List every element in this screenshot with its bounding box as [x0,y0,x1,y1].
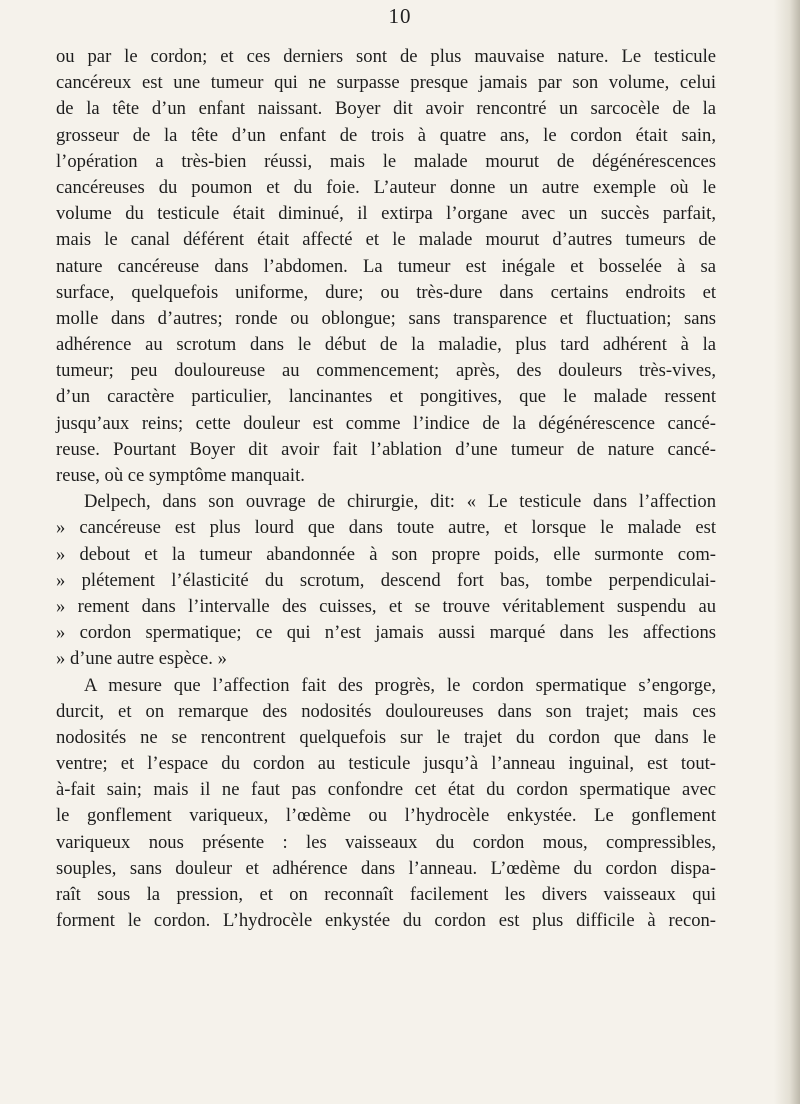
text-line: cancéreuses du poumon et du foie. L’auteur donne un autre exemple où le [56,176,716,198]
text-line: l’opération a très-bien réussi, mais le malade mourut de dégénérescences [56,150,716,172]
text-line: durcit, et on remarque des nodosités douloureuses dans son trajet; mais ces [56,700,716,722]
text-line: surface, quelquefois uniforme, dure; ou très-dure dans certains endroits et [56,281,716,303]
text-line: reuse. Pourtant Boyer dit avoir fait l’ablation d’une tumeur de nature cancé- [56,438,716,460]
text-line: reuse, où ce symptôme manquait. [56,465,305,486]
text-line: nature cancéreuse dans l’abdomen. La tumeur est inégale et bosselée à sa [56,255,716,277]
text-line: souples, sans douleur et adhérence dans l’anneau. L’œdème du cordon dispa- [56,857,716,879]
text-line: molle dans d’autres; ronde ou oblongue; sans transparence et fluctuation; sans [56,307,716,329]
text-line: grosseur de la tête d’un enfant de trois à quatre ans, le cordon était sain, [56,124,716,146]
text-line: volume du testicule était diminué, il extirpa l’organe avec un succès parfait, [56,203,716,225]
text-line: mais le canal déférent était affecté et le malade mourut d’autres tumeurs de [56,229,716,251]
text-line: à-fait sain; mais il ne faut pas confondre cet état du cordon spermatique avec [56,779,716,801]
page-edge-shadow [774,0,800,1104]
text-line: cancéreux est une tumeur qui ne surpasse presque jamais par son volume, celui [56,72,716,94]
text-line: » cancéreuse est plus lourd que dans toute autre, et lorsque le malade est [56,517,716,539]
text-line: jusqu’aux reins; cette douleur est comme l’indice de la dégénérescence cancé- [56,412,716,434]
text-line: de la tête d’un enfant naissant. Boyer dit avoir rencontré un sarcocèle de la [56,98,716,120]
text-line: » plétement l’élasticité du scrotum, descend fort bas, tombe perpendiculai- [56,569,716,591]
text-line: le gonflement variqueux, l’œdème ou l’hydrocèle enkystée. Le gonflement [56,805,716,827]
text-line: » d’une autre espèce. » [56,648,227,670]
text-line: » rement dans l’intervalle des cuisses, et se trouve véritablement suspendu au [56,595,716,617]
body-text [56,44,716,934]
text-line: variqueux nous présente : les vaisseaux du cordon mous, compressibles, [56,831,716,853]
text-line: ou par le cordon; et ces derniers sont de plus mauvaise nature. Le testicule [56,46,716,67]
text-line: A mesure que l’affection fait des progrès, le cordon spermatique s’engorge, [84,674,716,696]
text-line: raît sous la pression, et on reconnaît facilement les divers vaisseaux qui [56,884,716,905]
page-number: 10 [388,4,412,28]
text-line: » cordon spermatique; ce qui n’est jamais aussi marqué dans les affections [56,622,716,644]
text-line: forment le cordon. L’hydrocèle enkystée du cordon est plus difficile à recon- [56,910,716,932]
text-line: Delpech, dans son ouvrage de chirurgie, dit: « Le testicule dans l’affection [84,491,716,513]
text-line: tumeur; peu douloureuse au commencement; après, des douleurs très-vives, [56,360,716,382]
text-line: » debout et la tumeur abandonnée à son propre poids, elle surmonte com- [56,543,716,565]
text-line: adhérence au scrotum dans le début de la maladie, plus tard adhérent à la [56,334,716,356]
text-line: d’un caractère particulier, lancinantes et pongitives, que le malade ressent [56,386,716,408]
text-line: nodosités ne se rencontrent quelquefois sur le trajet du cordon que dans le [56,726,716,748]
text-line: ventre; et l’espace du cordon au testicule jusqu’à l’anneau inguinal, est tout- [56,753,716,775]
